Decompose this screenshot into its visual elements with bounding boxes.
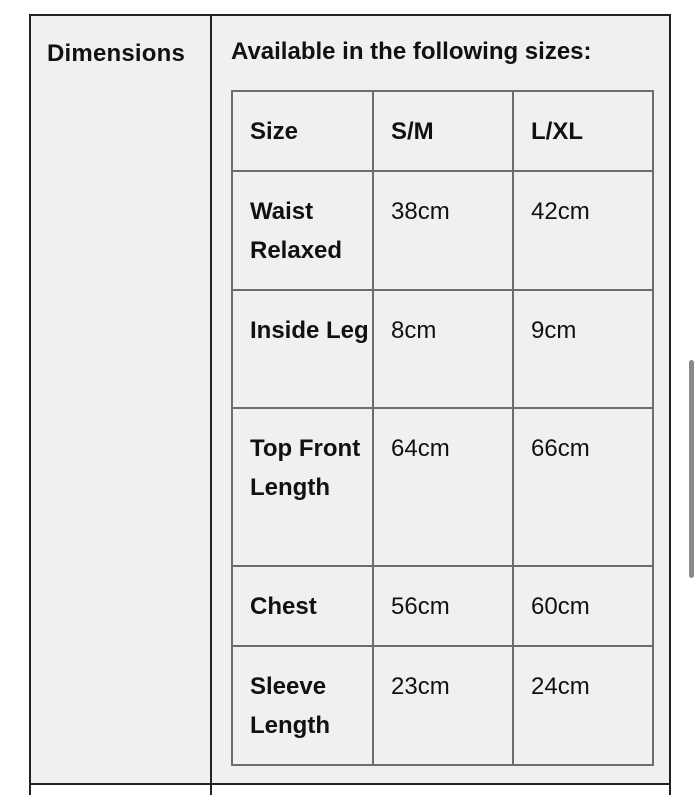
row-divider-middle (210, 783, 212, 795)
size-table (231, 90, 654, 766)
table-row (232, 171, 653, 290)
sm-value: 38cm (373, 171, 513, 290)
lxl-value: 66cm (513, 408, 653, 566)
header-size: Size (232, 91, 373, 171)
sizes-intro: Available in the following sizes: (231, 38, 592, 65)
table-row (232, 408, 653, 566)
dimensions-label: Dimensions (47, 40, 186, 67)
sm-value: 8cm (373, 290, 513, 408)
measure-label: Top Front Length (232, 408, 373, 566)
measure-label: Sleeve Length (232, 646, 373, 765)
lxl-value: 9cm (513, 290, 653, 408)
table-row (232, 566, 653, 646)
header-sm: S/M (373, 91, 513, 171)
measure-label: Chest (232, 566, 373, 646)
row-divider (29, 783, 671, 785)
table-header-row (232, 91, 653, 171)
spec-label-cell (29, 14, 212, 784)
lxl-value: 24cm (513, 646, 653, 765)
table-row (232, 646, 653, 765)
header-lxl: L/XL (513, 91, 653, 171)
sm-value: 64cm (373, 408, 513, 566)
sm-value: 56cm (373, 566, 513, 646)
lxl-value: 42cm (513, 171, 653, 290)
row-divider-left (29, 783, 31, 795)
measure-label: Inside Leg (232, 290, 373, 408)
sm-value: 23cm (373, 646, 513, 765)
vertical-scrollbar[interactable] (689, 360, 694, 578)
measure-label: Waist Relaxed (232, 171, 373, 290)
table-row (232, 290, 653, 408)
row-divider-right (669, 783, 671, 795)
lxl-value: 60cm (513, 566, 653, 646)
